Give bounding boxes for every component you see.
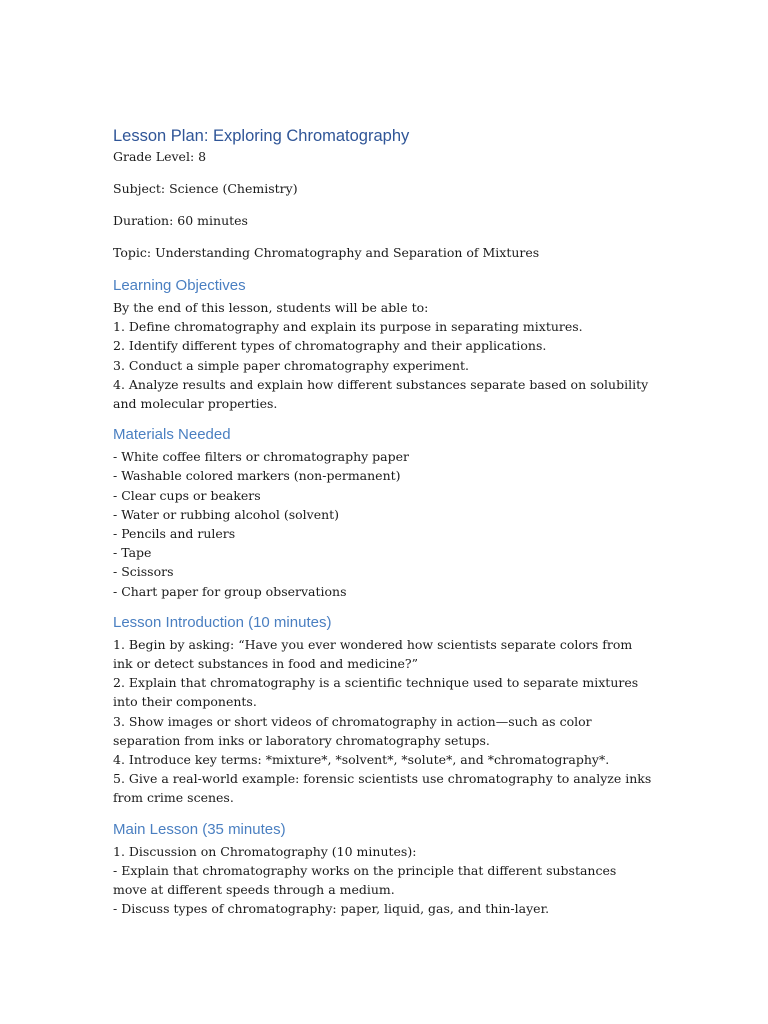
- subject: Subject: Science (Chemistry): [113, 181, 298, 196]
- list-item: 2. Identify different types of chromatography and their applications.: [113, 338, 547, 354]
- list-item: - White coffee filters or chromatography paper: [113, 449, 410, 465]
- objectives-list: [113, 317, 653, 413]
- list-item: - Clear cups or beakers: [113, 487, 261, 503]
- materials-heading: Materials Needed: [113, 426, 231, 444]
- duration: Duration: 60 minutes: [113, 213, 248, 228]
- list-item: - Explain that chromatography works on the principle that different substances move at different speeds through a medium.: [113, 862, 617, 898]
- list-item: - Pencils and rulers: [113, 526, 236, 542]
- materials-section: [113, 425, 653, 601]
- list-item: 2. Explain that chromatography is a scientific technique used to separate mixtures into their components.: [113, 675, 639, 710]
- list-item: 4. Analyze results and explain how different substances separate based on solubility and molecular properties.: [113, 376, 649, 412]
- list-item: - Washable colored markers (non-permanent): [113, 468, 401, 484]
- main-lesson-heading: Main Lesson (35 minutes): [113, 820, 286, 838]
- list-item: 1. Begin by asking: “Have you ever wondered how scientists separate colors from ink or detect substances in food and medicine?”: [113, 636, 633, 672]
- list-item: 1. Discussion on Chromatography (10 minutes):: [113, 843, 417, 859]
- list-item: - Scissors: [113, 564, 174, 580]
- list-item: - Tape: [113, 545, 152, 561]
- grade-level: Grade Level: 8: [113, 149, 207, 164]
- list-item: - Water or rubbing alcohol (solvent): [113, 506, 340, 522]
- list-item: 3. Conduct a simple paper chromatography experiment.: [113, 357, 469, 373]
- lesson-meta: [113, 147, 653, 262]
- objectives-intro: By the end of this lesson, students will be able to:: [113, 300, 429, 315]
- document-title: Lesson Plan: Exploring Chromatography: [113, 127, 410, 145]
- introduction-list: [113, 635, 653, 808]
- list-item: 1. Define chromatography and explain its purpose in separating mixtures.: [113, 319, 583, 335]
- introduction-heading: Lesson Introduction (10 minutes): [113, 613, 332, 631]
- topic: Topic: Understanding Chromatography and Separation of Mixtures: [113, 245, 540, 260]
- list-item: 5. Give a real-world example: forensic scientists use chromatography to analyze inks from crime scenes.: [113, 771, 652, 806]
- list-item: 4. Introduce key terms: *mixture*, *solvent*, *solute*, and *chromatography*.: [113, 752, 610, 768]
- main-lesson-section: [113, 820, 653, 919]
- materials-list: [113, 447, 653, 601]
- introduction-section: [113, 613, 653, 808]
- list-item: 3. Show images or short videos of chromatography in action—such as color separation from inks or laboratory chromatography setups.: [113, 713, 592, 748]
- list-item: - Discuss types of chromatography: paper, liquid, gas, and thin-layer.: [113, 901, 550, 917]
- objectives-heading: Learning Objectives: [113, 277, 246, 294]
- main-lesson-list: [113, 842, 653, 919]
- list-item: - Chart paper for group observations: [113, 583, 347, 599]
- document-page: [113, 125, 653, 918]
- objectives-section: [113, 276, 653, 413]
